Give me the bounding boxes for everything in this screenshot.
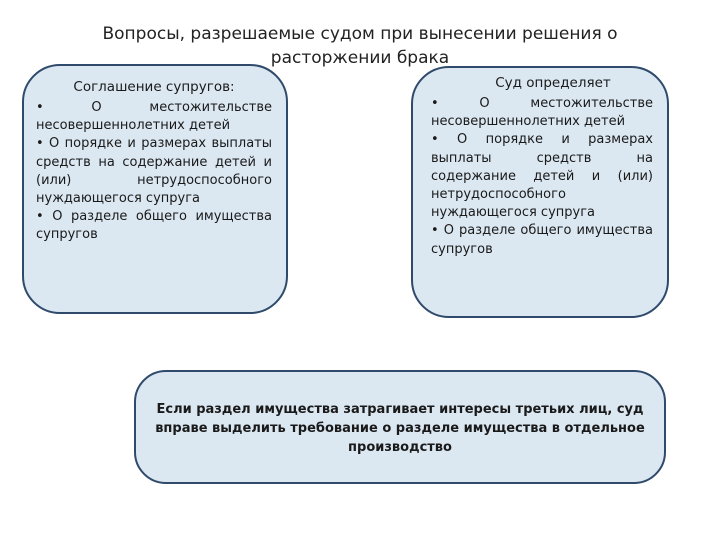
list-item: • О разделе общего имущества супругов <box>36 209 272 243</box>
list-item: • О порядке и размерах выплаты средств на содержание детей и (или) нетрудоспособного нуждающегося супруга <box>431 132 653 221</box>
list-item: • О разделе общего имущества супругов <box>431 223 653 257</box>
court-determines-box <box>411 66 669 318</box>
court-determines-heading: Суд определяет <box>495 75 611 91</box>
list-item: • О местожительстве несовершеннолетних детей <box>36 100 272 134</box>
list-item: • О местожительстве несовершеннолетних детей <box>431 96 653 130</box>
list-item: • О порядке и размерах выплаты средств на содержание детей и (или) нетрудоспособного нуждающегося супруга <box>36 136 272 207</box>
slide-title: Вопросы, разрешаемые судом при вынесении решения о расторжении брака <box>102 24 618 68</box>
spouses-agreement-box <box>22 64 288 314</box>
spouses-agreement-heading: Соглашение супругов: <box>73 79 235 95</box>
court-determines-list <box>431 95 653 259</box>
third-party-note-box <box>134 370 666 484</box>
spouses-agreement-list <box>36 99 272 245</box>
third-party-note-text: Если раздел имущества затрагивает интересы третьих лиц, суд вправе выделить требование о разделе имущества в отдельное производство <box>155 402 645 455</box>
